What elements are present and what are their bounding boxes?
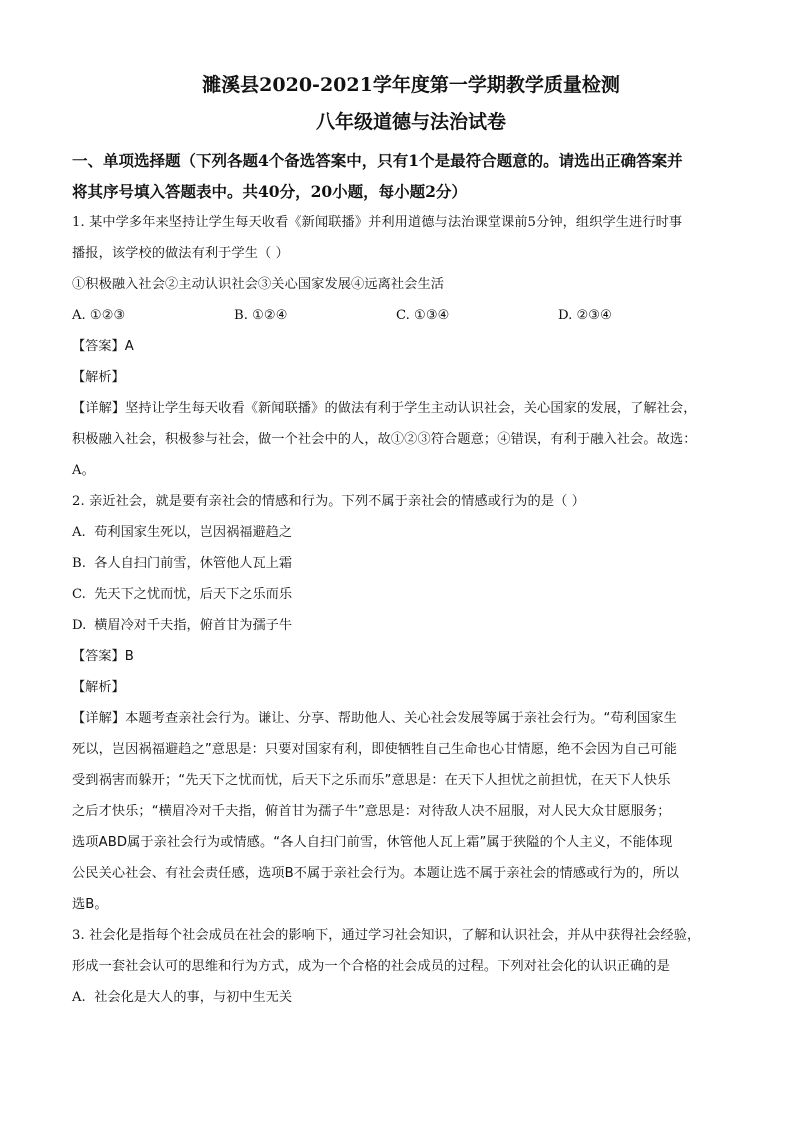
q2-analysis-label: 【解析】 bbox=[72, 680, 125, 695]
q2-detail-line7: 选B。 bbox=[72, 897, 108, 912]
q2-choice-b bbox=[72, 548, 750, 579]
q3-choice-a-text: 社会化是大人的事，与初中生无关 bbox=[94, 990, 293, 1005]
q1-option-d: D. ②③④ bbox=[558, 308, 612, 323]
q1-detail-line3: A。 bbox=[72, 463, 95, 478]
exam-title: 濉溪县2020-2021学年度第一学期教学质量检测 bbox=[202, 74, 620, 96]
q1-stem-line2: 播报，该学校的做法有利于学生（ ） bbox=[72, 246, 289, 261]
q2-detail-line3: 受到祸害而躲开；“先天下之忧而忧，后天下之乐而乐”意思是：在天下人担忧之前担忧，在天下人快乐 bbox=[72, 773, 671, 788]
q2-choice-a-letter: A. bbox=[72, 525, 86, 540]
q3-stem-line2: 形成一套社会认可的思维和行为方式，成为一个合格的社会成员的过程。下列对社会化的认识正确的是 bbox=[72, 959, 670, 974]
q2-detail-line6: 公民关心社会、有社会责任感，选项B不属于亲社会行为。本题让选不属于亲社会的情感或行为的，所以 bbox=[72, 866, 680, 881]
q2-choice-c-letter: C. bbox=[72, 587, 86, 602]
q1-statements: ①积极融入社会②主动认识社会③关心国家发展④远离社会生活 bbox=[72, 277, 445, 292]
q1-answer: 【答案】A bbox=[72, 339, 134, 354]
q1-option-b: B. ①②④ bbox=[234, 308, 288, 323]
q2-detail-line4: 之后才快乐；“横眉冷对千夫指，俯首甘为孺子牛”意思是：对待敌人决不屈服，对人民大众甘愿服务； bbox=[72, 804, 671, 819]
q2-choice-b-text: 各人自扫门前雪，休管他人瓦上霜 bbox=[94, 556, 293, 571]
q2-choice-a-text: 苟利国家生死以，岂因祸福避趋之 bbox=[94, 525, 293, 540]
q2-detail-line2: 死以，岂因祸福避趋之”意思是：只要对国家有利，即使牺牲自己生命也心甘情愿，绝不会因为自己可能 bbox=[72, 742, 677, 757]
q1-detail-line2: 积极融入社会，积极参与社会，做一个社会中的人，故①②③符合题意；④错误，有利于融入社会。故选： bbox=[72, 432, 697, 447]
q3-choice-a-letter: A. bbox=[72, 990, 86, 1005]
q3-choice-a bbox=[72, 982, 750, 1013]
q2-answer: 【答案】B bbox=[72, 649, 134, 664]
q3-stem-line1: 3. 社会化是指每个社会成员在社会的影响下，通过学习社会知识，了解和认识社会，并从中获得社会经验， bbox=[72, 928, 701, 943]
q2-choice-d bbox=[72, 610, 750, 641]
section-heading-line2: 将其序号填入答题表中。共40分，20小题，每小题2分） bbox=[72, 182, 467, 201]
q1-analysis-label: 【解析】 bbox=[72, 370, 125, 385]
q2-choice-c-text: 先天下之忧而忧，后天下之乐而乐 bbox=[94, 587, 293, 602]
q2-choice-c bbox=[72, 579, 750, 610]
q2-choice-d-text: 横眉冷对千夫指，俯首甘为孺子牛 bbox=[94, 618, 293, 633]
q1-option-a: A. ①②③ bbox=[72, 308, 126, 323]
q2-detail-line1: 【详解】本题考查亲社会行为。谦让、分享、帮助他人、关心社会发展等属于亲社会行为。“苟利国家生 bbox=[72, 711, 677, 726]
q2-choice-a bbox=[72, 517, 750, 548]
q1-options bbox=[72, 300, 750, 331]
q2-choice-b-letter: B. bbox=[72, 556, 86, 571]
q1-option-c: C. ①③④ bbox=[396, 308, 450, 323]
q2-stem: 2. 亲近社会，就是要有亲社会的情感和行为。下列不属于亲社会的情感或行为的是（ ） bbox=[72, 494, 585, 509]
q1-stem-line1: 1. 某中学多年来坚持让学生每天收看《新闻联播》并利用道德与法治课堂课前5分钟，组织学生进行时事 bbox=[72, 215, 683, 230]
section-heading-line1: 一、单项选择题（下列各题4个备选答案中，只有1个是最符合题意的。请选出正确答案并 bbox=[72, 151, 683, 170]
q2-choice-d-letter: D. bbox=[72, 618, 87, 633]
q2-detail-line5: 选项ABD属于亲社会行为或情感。“各人自扫门前雪，休管他人瓦上霜”属于狭隘的个人主义，不能体现 bbox=[72, 835, 673, 850]
q1-detail-line1: 【详解】坚持让学生每天收看《新闻联播》的做法有利于学生主动认识社会，关心国家的发展，了解社会， bbox=[72, 401, 697, 416]
exam-subtitle: 八年级道德与法治试卷 bbox=[315, 111, 506, 133]
